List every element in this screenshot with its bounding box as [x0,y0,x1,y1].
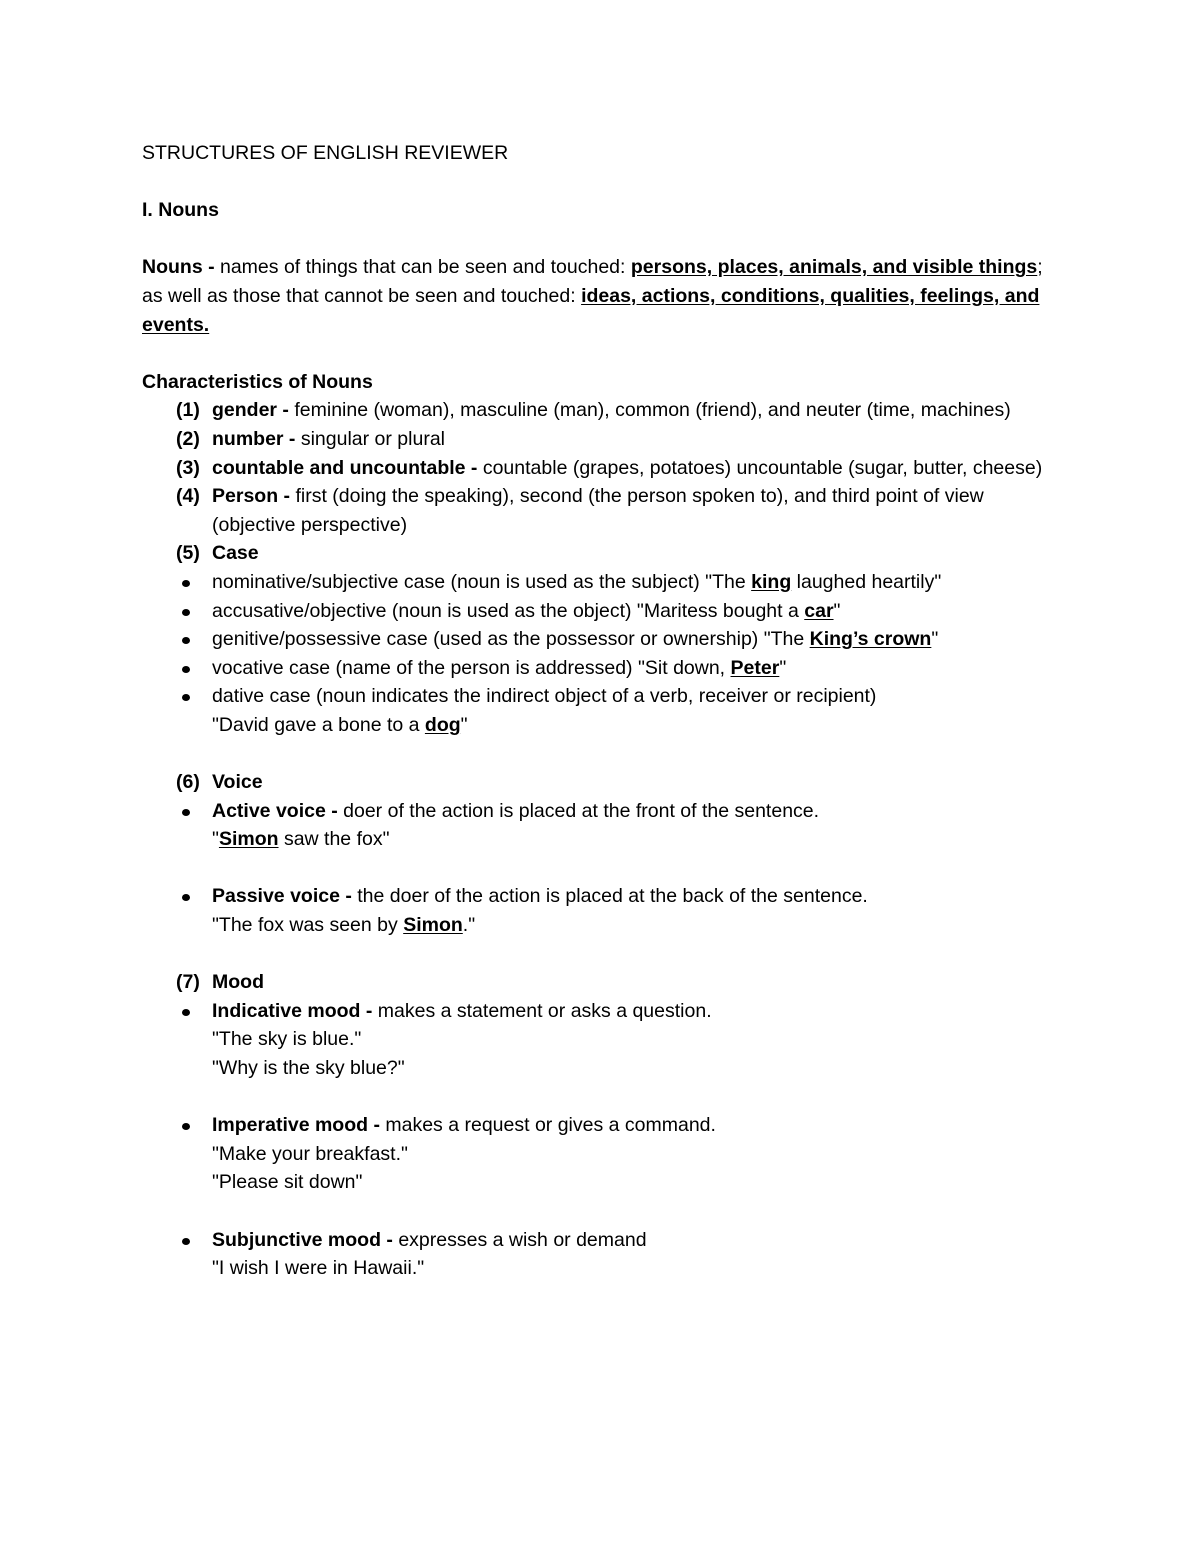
bullet-dot-icon [182,580,190,587]
case-bullet-list [142,568,1062,740]
bullet-dot-icon [182,637,190,644]
bullet-dot-icon [182,609,190,616]
list-item-mood: (7) Mood [176,971,264,994]
bullet-dot-icon [182,1009,190,1016]
bullet-dot-icon [182,1123,190,1130]
bullet-accusative: accusative/objective (noun is used as the object) "Maritess bought a car" [142,597,1062,626]
bullet-dot-icon [182,809,190,816]
bullet-dot-icon [182,694,190,701]
list-item-countable: (3) countable and uncountable - countable (grapes, potatoes) uncountable (sugar, butter, cheese) [176,456,1043,479]
list-item-gender: (1) gender - feminine (woman), masculine (man), common (friend), and neuter (time, machines) [176,399,1011,422]
bullet-dative: dative case (noun indicates the indirect object of a verb, receiver or recipient) "David gave a bone to a dog" [142,682,1062,739]
bullet-vocative: vocative case (name of the person is addressed) "Sit down, Peter" [142,654,1062,683]
voice-bullet-list [142,797,1062,940]
document-title: STRUCTURES OF ENGLISH REVIEWER [142,142,509,164]
nouns-definition: Nouns - names of things that can be seen and touched: persons, places, animals, and visible things; as well as those that cannot be seen and touched: ideas, actions, conditions, qualities, feelings, and events. [142,256,1043,336]
list-item-person: (4) Person - first (doing the speaking), second (the person spoken to), and third point of view (objective perspective) [176,485,984,536]
document-page [142,139,1062,1283]
list-item-voice: (6) Voice [176,771,263,794]
list-item-case: (5) Case [176,542,259,565]
mood-bullet-list [142,997,1062,1283]
bullet-nominative: nominative/subjective case (noun is used as the subject) "The king laughed heartily" [142,568,1062,597]
characteristics-heading: Characteristics of Nouns [142,370,373,393]
visible-things-underlined: persons, places, animals, and visible things [630,256,1038,279]
bullet-dot-icon [182,666,190,673]
bullet-indicative-mood: Indicative mood - makes a statement or asks a question. "The sky is blue." "Why is the sky blue?" [142,997,1062,1083]
bullet-subjunctive-mood: Subjunctive mood - expresses a wish or demand "I wish I were in Hawaii." [142,1226,1062,1283]
bullet-genitive: genitive/possessive case (used as the possessor or ownership) "The King’s crown" [142,625,1062,654]
invisible-things-underlined: ideas, actions, conditions, qualities, feelings, and events. [142,284,1040,336]
characteristics-list [142,396,1062,568]
bullet-dot-icon [182,894,190,901]
bullet-active-voice: Active voice - doer of the action is placed at the front of the sentence. "Simon saw the fox" [142,797,1062,854]
bullet-dot-icon [182,1238,190,1245]
bullet-imperative-mood: Imperative mood - makes a request or gives a command. "Make your breakfast." "Please sit down" [142,1111,1062,1197]
bullet-passive-voice: Passive voice - the doer of the action is placed at the back of the sentence. "The fox was seen by Simon." [142,882,1062,939]
section-heading: I. Nouns [142,199,219,222]
list-item-number: (2) number - singular or plural [176,427,445,450]
definition-term: Nouns - [142,256,215,279]
